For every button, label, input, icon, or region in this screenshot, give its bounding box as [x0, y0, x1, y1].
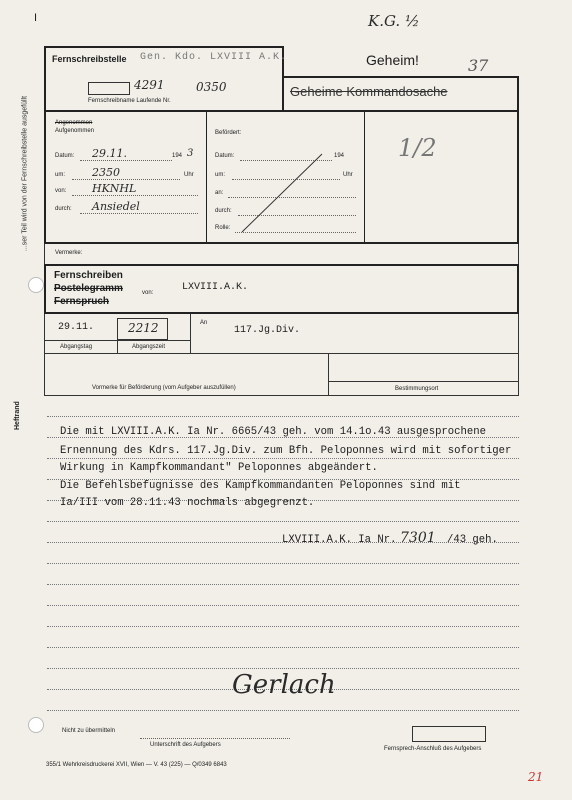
- type-von-value: LXVIII.A.K.: [182, 282, 249, 293]
- recv-durch-value: Ansiedel: [92, 200, 140, 213]
- reference-prefix: LXVIII.A.K. Ia Nr.: [282, 534, 397, 546]
- fwd-datum-label: Datum:: [215, 153, 235, 159]
- divider-1: [206, 112, 207, 244]
- margin-text: ...ser Teil wird von der Fernschreibstelle ausgefüllt: [21, 95, 29, 252]
- corner-mark: I: [34, 12, 38, 24]
- rule: [47, 521, 519, 522]
- punch-hole-top: [28, 277, 44, 293]
- rule: [47, 458, 519, 459]
- abgangstag-label: Abgangstag: [60, 344, 93, 350]
- dispatch-hline: [44, 340, 191, 341]
- fwd-year: 194: [334, 153, 345, 159]
- station-stamp: Gen. Kdo. LXVIII A.K.: [140, 52, 288, 63]
- bestimmungsort-label: Bestimmungsort: [395, 386, 439, 392]
- rule: [47, 668, 519, 669]
- abgangszeit-value: 2212: [128, 321, 159, 335]
- message-line: Die mit LXVIII.A.K. Ia Nr. 6665/43 geh. vom 14.1o.43 ausgesprochene: [60, 426, 486, 438]
- rule: [47, 563, 519, 564]
- station-time-hand: 0350: [196, 80, 227, 94]
- station-number-boxes: [88, 82, 130, 95]
- message-line: Wirkung in Kampfkommandant" Peloponnes abgeändert.: [60, 462, 378, 474]
- aufgenommen-label: Aufgenommen: [55, 128, 95, 134]
- reference-suffix: /43 geh.: [447, 534, 498, 546]
- vermerke-label: Vermerke:: [55, 250, 83, 256]
- recv-year: 194: [172, 153, 183, 159]
- fwd-uhr: Uhr: [343, 172, 353, 178]
- divider-2: [364, 112, 365, 244]
- rule: [47, 584, 519, 585]
- fernschreibname-label: Fernschreibname Laufende Nr.: [88, 98, 171, 104]
- type-postelegramm: Postelegramm: [54, 283, 123, 294]
- recv-year-digit: 3: [187, 148, 194, 159]
- nicht-zu-label: Nicht zu übermitteln: [62, 728, 116, 734]
- page-number-hand: 37: [468, 56, 489, 75]
- station-number-hand: 4291: [134, 78, 165, 92]
- strike-diagonal: [240, 152, 324, 234]
- bestimmung-hline: [328, 381, 519, 382]
- rule: [47, 416, 519, 417]
- recv-um-label: um:: [55, 172, 66, 178]
- an-value: 117.Jg.Div.: [234, 325, 301, 336]
- recv-datum-value: 29.11.: [92, 147, 127, 160]
- vormerke-div: [328, 354, 329, 396]
- befoerdert-label: Befördert:: [215, 130, 242, 136]
- recv-durch-label: durch:: [55, 206, 72, 212]
- message-line: Ia/III vom 28.11.43 nochmals abgegrenzt.: [60, 497, 315, 509]
- rule: [47, 605, 519, 606]
- heftrand-label: Heftrand: [14, 401, 21, 430]
- fwd-rolle-label: Rolle:: [215, 225, 231, 231]
- unterschrift-label: Unterschrift des Aufgebers: [150, 742, 221, 748]
- unterschrift-line: [140, 738, 290, 739]
- reference-hand: 7301: [400, 530, 436, 546]
- fernschreibstelle-label: Fernschreibstelle: [52, 54, 127, 64]
- fernsprech-label: Fernsprech-Anschluß des Aufgebers: [384, 746, 482, 752]
- rule: [47, 710, 519, 711]
- page-number-red: 21: [528, 770, 544, 784]
- abgangstag-value: 29.11.: [58, 322, 95, 333]
- type-von-label: von:: [142, 290, 154, 296]
- message-line: Ernennung des Kdrs. 117.Jg.Div. zum Bfh. Peloponnes wird mit sofortiger: [60, 445, 512, 457]
- abgangszeit-label: Abgangszeit: [132, 344, 166, 350]
- vormerke-label: Vormerke für Beförderung (vom Aufgeber auszufüllen): [92, 385, 236, 391]
- dispatch-div-2: [190, 314, 191, 354]
- recv-um-line: [72, 179, 180, 180]
- fwd-um-label: um:: [215, 172, 226, 178]
- vermerke-row: [44, 244, 519, 266]
- fwd-an-label: an:: [215, 190, 224, 196]
- top-handwriting: K.G. ½: [368, 12, 420, 30]
- fwd-durch-label: durch:: [215, 208, 232, 214]
- type-fernschreiben: Fernschreiben: [54, 270, 123, 281]
- right-box-hand: 1/2: [398, 134, 437, 162]
- rule: [47, 647, 519, 648]
- an-label: An: [200, 320, 208, 326]
- rule: [47, 626, 519, 627]
- message-line: Die Befehlsbefugnisse des Kampfkommandanten Peloponnes sind mit: [60, 480, 461, 492]
- recv-datum-label: Datum:: [55, 153, 75, 159]
- recv-uhr: Uhr: [184, 172, 194, 178]
- signature: Gerlach: [232, 670, 336, 700]
- fernsprech-boxes: [412, 726, 486, 742]
- type-fernspruch: Fernspruch: [54, 296, 110, 307]
- recv-um-value: 2350: [92, 166, 120, 179]
- recv-durch-line: [80, 213, 198, 214]
- punch-hole-bottom: [28, 717, 44, 733]
- recv-von-value: HKNHL: [92, 182, 137, 195]
- recv-von-label: von:: [55, 188, 67, 194]
- recv-datum-line: [80, 160, 172, 161]
- geheime-kommandosache-label: Geheime Kommandosache: [290, 84, 448, 99]
- angenommen-label: Angenommen: [55, 120, 93, 126]
- recv-von-line: [72, 195, 198, 196]
- geheim-label: Geheim!: [366, 52, 419, 68]
- printer-line: 355/1 Wehrkreisdruckerei XVII, Wien — V. 43 (225) — Q/0349 6843: [46, 762, 227, 768]
